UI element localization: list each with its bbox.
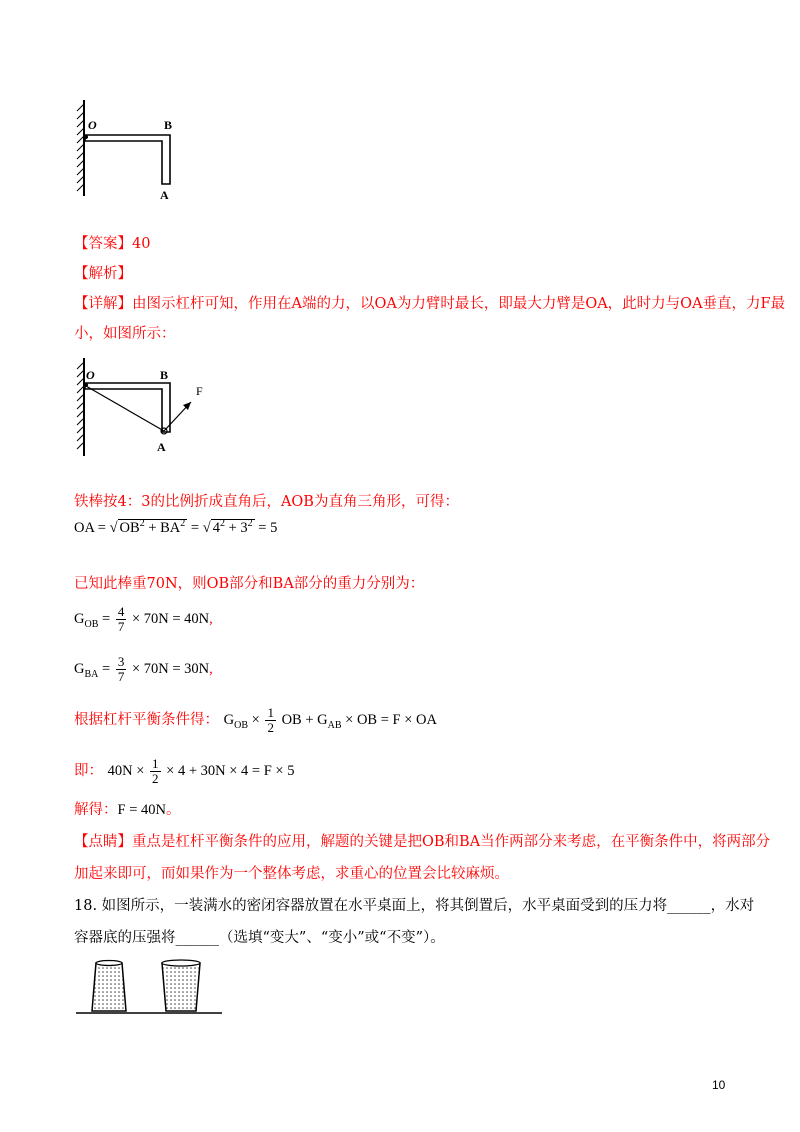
comment-line-2: 加起来即可，而如果作为一个整体考虑，求重心的位置会比较麻烦。 bbox=[74, 866, 509, 882]
fig2-label-o: O bbox=[86, 368, 95, 382]
analysis-tag: 【解析】 bbox=[74, 266, 132, 282]
fig1-label-a: A bbox=[160, 188, 169, 202]
fig1-label-b: B bbox=[164, 118, 173, 132]
answer-tag: 【答案】 bbox=[74, 236, 132, 252]
lever-figure-1 bbox=[70, 98, 190, 198]
ji-paragraph: 即： 40N × $\frac{1}{2}$ × 4 + 30N × 4 = F × 5 bbox=[74, 756, 295, 786]
detail-line-1 bbox=[74, 294, 785, 314]
gba-equation: $G_{BA}$ = $\frac{3}{7}$ × 70N = 30N, bbox=[74, 654, 213, 684]
balance-paragraph: 根据杠杆平衡条件得： $G_{OB}$ × $\frac{1}{2}$ OB + $G_{AB}$ × OB = F × OA bbox=[74, 705, 437, 735]
oa-equation: OA = √ $OB^2 + BA^2$ = √ $4^2 + 3^2 = 5$ bbox=[74, 518, 278, 536]
detail-tag: 【详解】 bbox=[74, 296, 132, 312]
question-18-line-1: 18. 如图所示，一装满水的密闭容器放置在水平桌面上，将其倒置后，水平桌面受到的压力将______，水对 bbox=[74, 898, 755, 914]
weight-paragraph: 已知此棒重70N，则OB部分和BA部分的重力分别为： bbox=[74, 576, 425, 592]
fig1-label-o: O bbox=[88, 118, 97, 132]
solve-paragraph: 解得：F = 40N。 bbox=[74, 802, 181, 818]
answer-value: 40 bbox=[132, 236, 151, 252]
gob-equation: $G_{OB}$ = $\frac{4}{7}$ × 70N = 40N, bbox=[74, 604, 213, 634]
fig2-label-f: F bbox=[196, 384, 203, 398]
detail-line-2: 小，如图所示： bbox=[74, 326, 176, 342]
containers-figure bbox=[74, 955, 224, 1023]
detail-text-1: 由图示杠杆可知，作用在A端的力，以OA为力臂时最长，即最大力臂是OA，此时力与OA垂直，力F最 bbox=[132, 296, 786, 312]
question-18-line-2: 容器底的压强将______（选填“变大”、“变小”或“不变”）。 bbox=[74, 930, 445, 946]
page-number: 10 bbox=[712, 1078, 726, 1092]
fig2-label-b: B bbox=[160, 368, 169, 382]
ratio-paragraph: 铁棒按4：3的比例折成直角后，AOB为直角三角形，可得： bbox=[74, 494, 459, 510]
comment-tag: 【点睛】 bbox=[74, 834, 132, 850]
fig2-label-a: A bbox=[157, 440, 166, 454]
answer-line bbox=[74, 234, 150, 254]
comment-line-1: 【点睛】重点是杠杆平衡条件的应用，解题的关键是把OB和BA当作两部分来考虑，在平衡条件中，将两部分 bbox=[74, 834, 771, 850]
